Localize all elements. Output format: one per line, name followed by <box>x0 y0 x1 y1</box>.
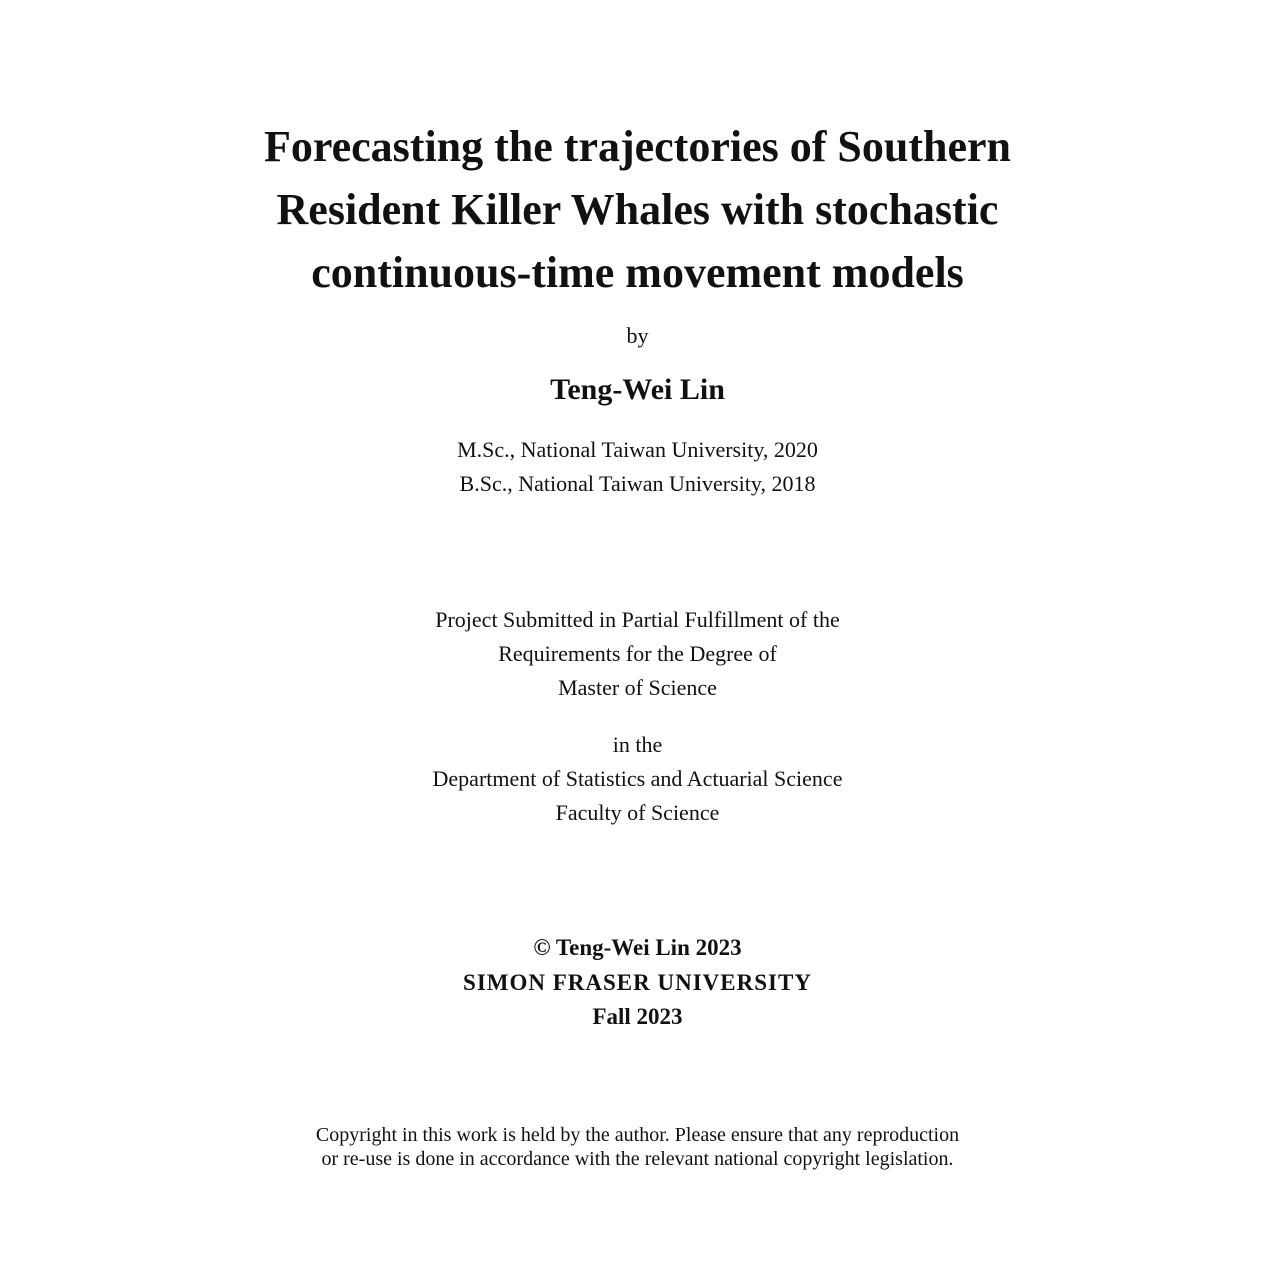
copyright-holder: © Teng-Wei Lin 2023 <box>533 935 742 960</box>
submission-line-3: Master of Science <box>558 675 717 700</box>
title-line-3: continuous-time movement models <box>311 248 964 297</box>
degree-line-1: M.Sc., National Taiwan University, 2020 <box>457 437 818 462</box>
title-line-1: Forecasting the trajectories of Southern <box>264 122 1011 171</box>
department-line-3: Faculty of Science <box>555 800 720 825</box>
department-line-2: Department of Statistics and Actuarial Science <box>432 766 843 791</box>
department-line-1: in the <box>612 732 663 757</box>
university-name: SIMON FRASER UNIVERSITY <box>463 970 812 995</box>
degree-line-2: B.Sc., National Taiwan University, 2018 <box>459 471 816 496</box>
by-label: by <box>626 323 649 348</box>
copyright-notice-line-2: or re-use is done in accordance with the relevant national copyright legislation. <box>321 1148 954 1170</box>
author-name: Teng-Wei Lin <box>550 373 725 406</box>
term: Fall 2023 <box>592 1004 683 1029</box>
copyright-notice-line-1: Copyright in this work is held by the author. Please ensure that any reproduction <box>315 1124 960 1146</box>
title-line-2: Resident Killer Whales with stochastic <box>276 185 999 234</box>
submission-line-1: Project Submitted in Partial Fulfillment of the <box>435 607 840 632</box>
submission-line-2: Requirements for the Degree of <box>498 641 777 666</box>
